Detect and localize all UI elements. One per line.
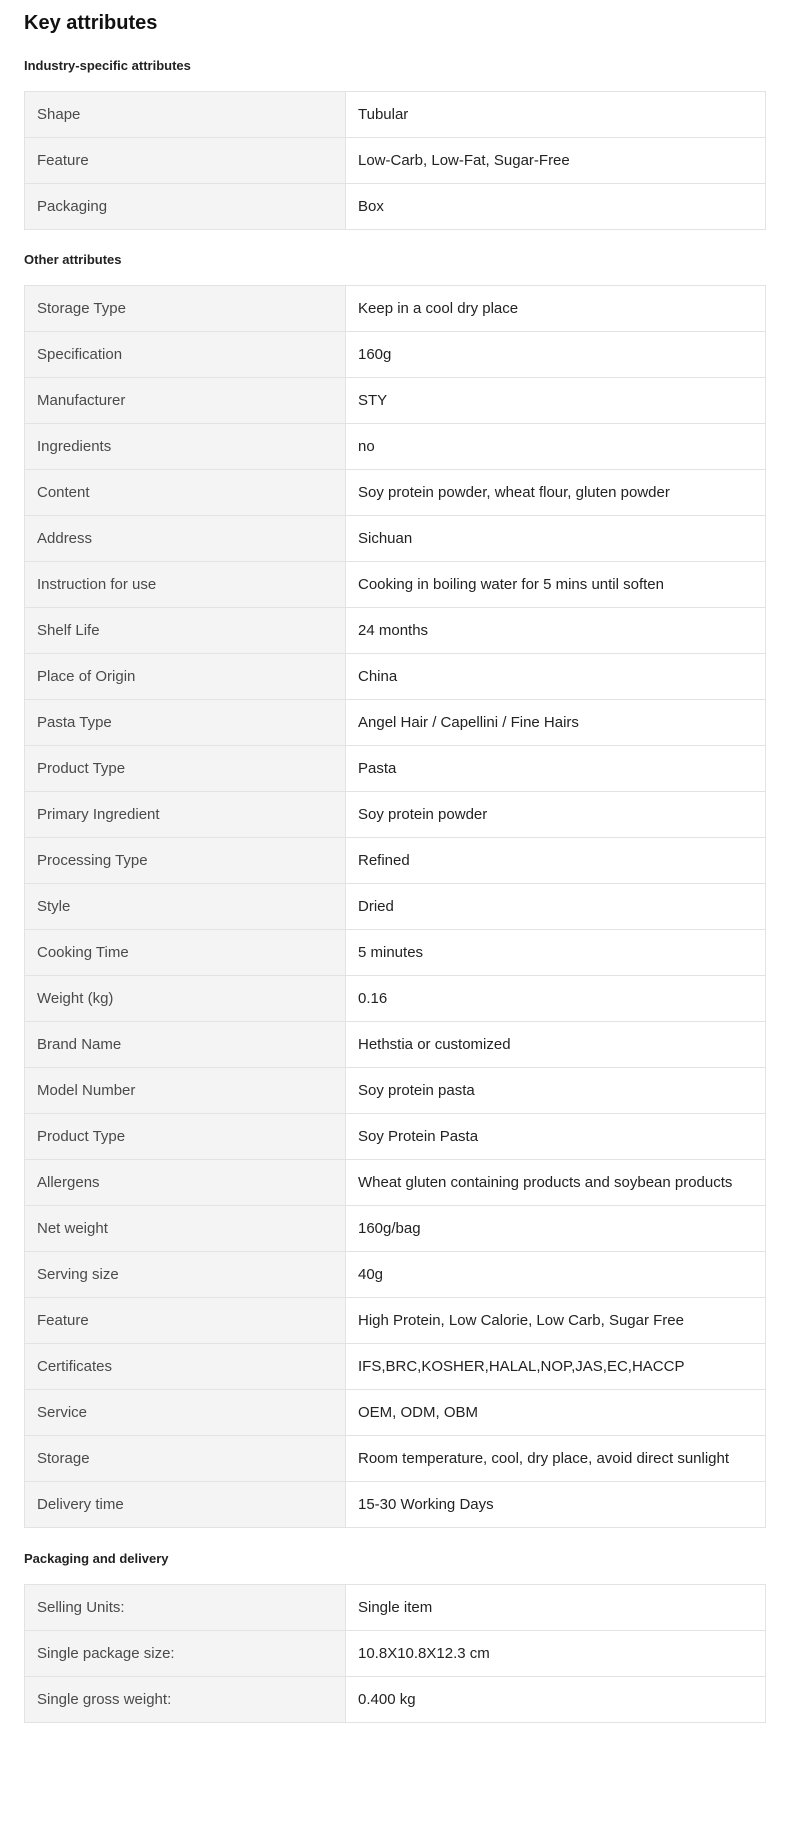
- attribute-value: Low-Carb, Low-Fat, Sugar-Free: [346, 138, 766, 184]
- attribute-value: Box: [346, 184, 766, 230]
- attribute-value: Refined: [346, 838, 766, 884]
- attribute-row: [25, 608, 766, 654]
- attribute-row: [25, 746, 766, 792]
- attribute-value: Dried: [346, 884, 766, 930]
- attribute-value: Soy protein pasta: [346, 1068, 766, 1114]
- attribute-key: Model Number: [25, 1068, 346, 1114]
- attribute-key: Place of Origin: [25, 654, 346, 700]
- attribute-value: 5 minutes: [346, 930, 766, 976]
- section-title-packaging: Packaging and delivery: [24, 1551, 169, 1566]
- attribute-row: [25, 838, 766, 884]
- attribute-value: Single item: [346, 1585, 766, 1631]
- attribute-key: Pasta Type: [25, 700, 346, 746]
- attribute-key: Storage: [25, 1436, 346, 1482]
- section-title-other: Other attributes: [24, 252, 122, 267]
- attribute-value: Angel Hair / Capellini / Fine Hairs: [346, 700, 766, 746]
- attribute-row: [25, 516, 766, 562]
- attribute-key: Single package size:: [25, 1631, 346, 1677]
- attribute-value: Cooking in boiling water for 5 mins until soften: [346, 562, 766, 608]
- attribute-value: 0.16: [346, 976, 766, 1022]
- attribute-value: 15-30 Working Days: [346, 1482, 766, 1528]
- attribute-key: Product Type: [25, 1114, 346, 1160]
- industry-attributes-table: [24, 91, 766, 230]
- attribute-key: Service: [25, 1390, 346, 1436]
- attribute-row: [25, 930, 766, 976]
- attribute-key: Product Type: [25, 746, 346, 792]
- attribute-row: [25, 654, 766, 700]
- attribute-key: Shelf Life: [25, 608, 346, 654]
- attribute-key: Certificates: [25, 1344, 346, 1390]
- attribute-row: [25, 1252, 766, 1298]
- attribute-row: [25, 1585, 766, 1631]
- attribute-row: [25, 884, 766, 930]
- attribute-row: [25, 470, 766, 516]
- attribute-row: [25, 792, 766, 838]
- attribute-key: Net weight: [25, 1206, 346, 1252]
- attribute-key: Style: [25, 884, 346, 930]
- attribute-key: Storage Type: [25, 286, 346, 332]
- attribute-row: [25, 700, 766, 746]
- attribute-row: [25, 976, 766, 1022]
- attribute-value: 160g: [346, 332, 766, 378]
- attribute-value: Wheat gluten containing products and soybean products: [346, 1160, 766, 1206]
- attribute-row: [25, 1160, 766, 1206]
- attribute-key: Weight (kg): [25, 976, 346, 1022]
- attribute-key: Cooking Time: [25, 930, 346, 976]
- attribute-value: no: [346, 424, 766, 470]
- attribute-value: 160g/bag: [346, 1206, 766, 1252]
- attribute-value: IFS,BRC,KOSHER,HALAL,NOP,JAS,EC,HACCP: [346, 1344, 766, 1390]
- section-title-industry: Industry-specific attributes: [24, 58, 191, 73]
- attribute-key: Single gross weight:: [25, 1677, 346, 1723]
- attribute-row: [25, 286, 766, 332]
- attribute-row: [25, 1114, 766, 1160]
- attribute-value: Tubular: [346, 92, 766, 138]
- attribute-key: Feature: [25, 138, 346, 184]
- attribute-value: 10.8X10.8X12.3 cm: [346, 1631, 766, 1677]
- attribute-value: Keep in a cool dry place: [346, 286, 766, 332]
- attribute-value: 40g: [346, 1252, 766, 1298]
- attribute-value: Soy protein powder: [346, 792, 766, 838]
- attribute-key: Instruction for use: [25, 562, 346, 608]
- attribute-row: [25, 1022, 766, 1068]
- attribute-key: Selling Units:: [25, 1585, 346, 1631]
- attribute-value: 0.400 kg: [346, 1677, 766, 1723]
- attribute-value: Hethstia or customized: [346, 1022, 766, 1068]
- attribute-key: Serving size: [25, 1252, 346, 1298]
- attribute-key: Delivery time: [25, 1482, 346, 1528]
- attribute-value: High Protein, Low Calorie, Low Carb, Sugar Free: [346, 1298, 766, 1344]
- attribute-key: Brand Name: [25, 1022, 346, 1068]
- page-title: Key attributes: [24, 12, 158, 34]
- other-attributes-table: [24, 285, 766, 1528]
- attribute-value: OEM, ODM, OBM: [346, 1390, 766, 1436]
- attribute-value: Soy Protein Pasta: [346, 1114, 766, 1160]
- attribute-row: [25, 424, 766, 470]
- attribute-row: [25, 332, 766, 378]
- attribute-row: [25, 562, 766, 608]
- attribute-key: Specification: [25, 332, 346, 378]
- attribute-row: [25, 1298, 766, 1344]
- attribute-row: [25, 1631, 766, 1677]
- attribute-value: STY: [346, 378, 766, 424]
- attribute-key: Ingredients: [25, 424, 346, 470]
- attribute-key: Manufacturer: [25, 378, 346, 424]
- attribute-row: [25, 1390, 766, 1436]
- attribute-value: China: [346, 654, 766, 700]
- attribute-key: Address: [25, 516, 346, 562]
- attribute-row: [25, 1344, 766, 1390]
- attribute-key: Shape: [25, 92, 346, 138]
- attribute-row: [25, 1436, 766, 1482]
- attribute-value: Room temperature, cool, dry place, avoid direct sunlight: [346, 1436, 766, 1482]
- attribute-key: Primary Ingredient: [25, 792, 346, 838]
- attribute-value: Sichuan: [346, 516, 766, 562]
- attribute-row: [25, 378, 766, 424]
- attribute-row: [25, 138, 766, 184]
- attribute-row: [25, 1068, 766, 1114]
- attribute-value: 24 months: [346, 608, 766, 654]
- attribute-key: Processing Type: [25, 838, 346, 884]
- attribute-row: [25, 1677, 766, 1723]
- attribute-row: [25, 184, 766, 230]
- packaging-delivery-table: [24, 1584, 766, 1723]
- attribute-key: Allergens: [25, 1160, 346, 1206]
- attribute-row: [25, 1482, 766, 1528]
- attribute-key: Packaging: [25, 184, 346, 230]
- attribute-value: Soy protein powder, wheat flour, gluten powder: [346, 470, 766, 516]
- attribute-row: [25, 1206, 766, 1252]
- attribute-value: Pasta: [346, 746, 766, 792]
- attribute-key: Feature: [25, 1298, 346, 1344]
- attribute-key: Content: [25, 470, 346, 516]
- attribute-row: [25, 92, 766, 138]
